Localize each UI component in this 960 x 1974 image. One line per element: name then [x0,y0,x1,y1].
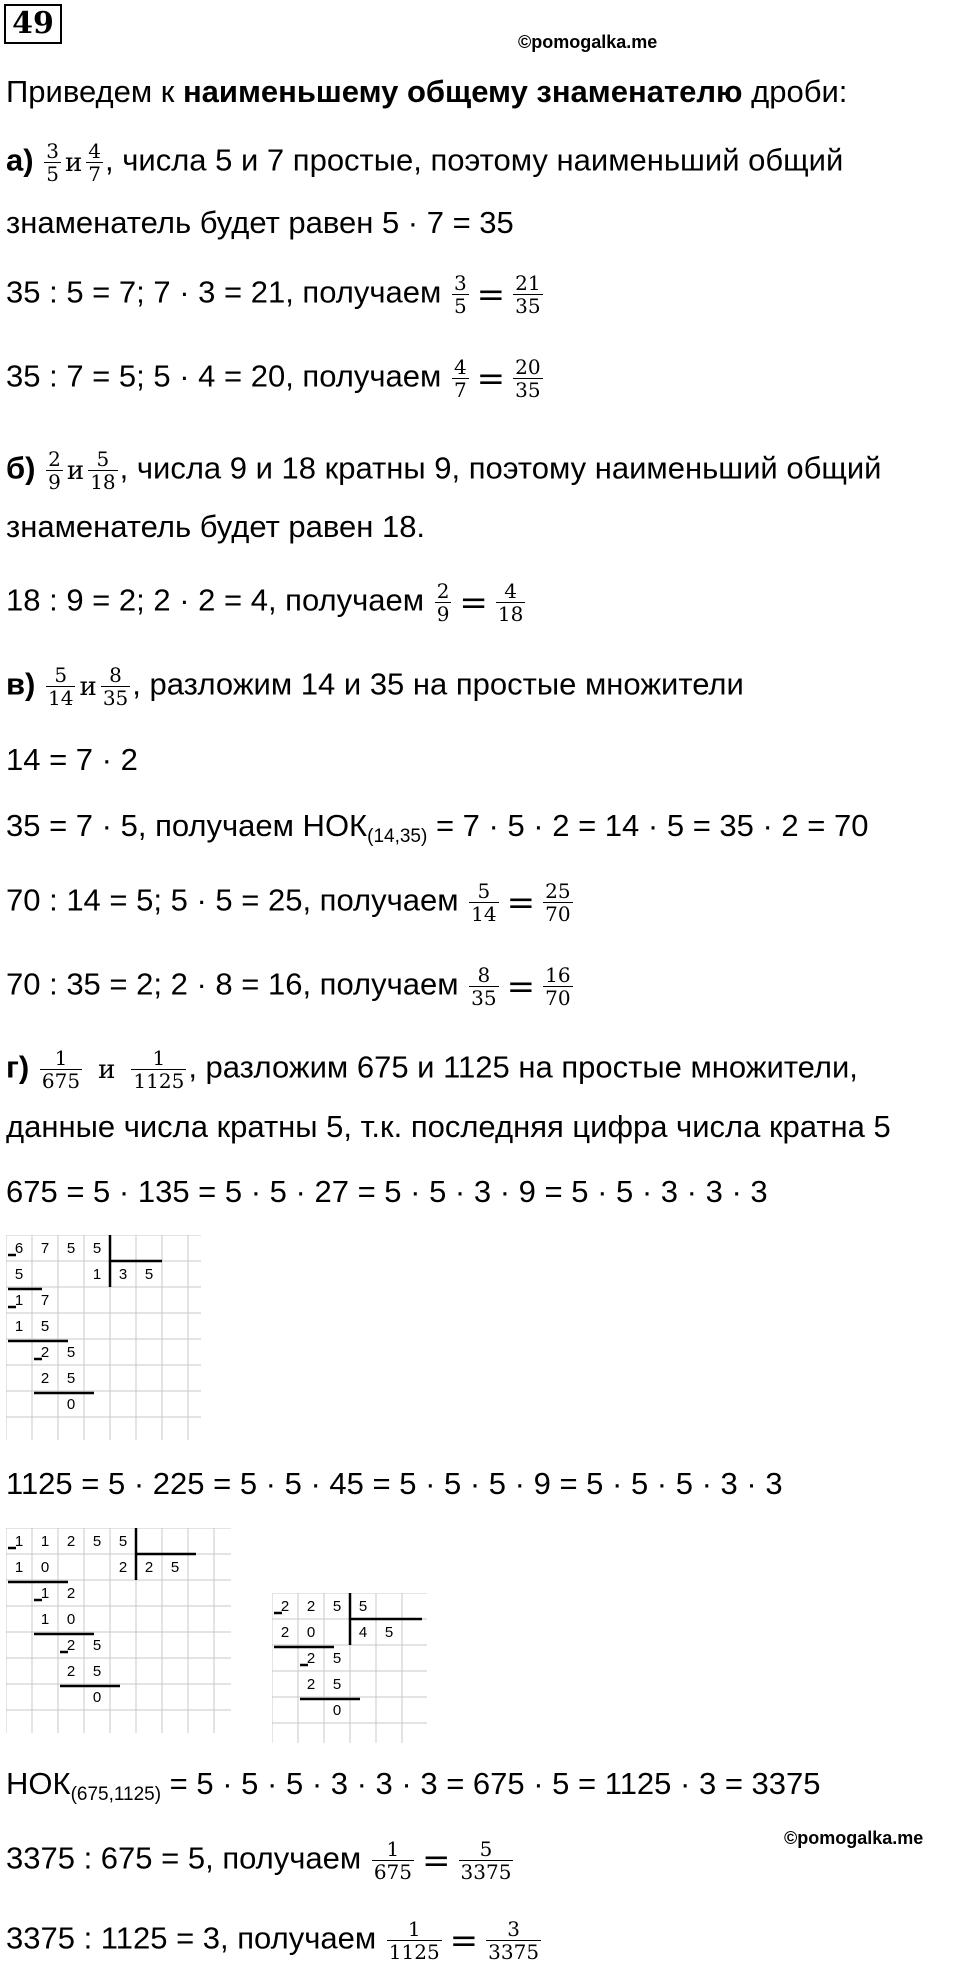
part-a-line3-text: 35 : 5 = 7; 7 · 3 = 21, получаем [6,274,442,310]
fraction: $\frac{3}{5}$ [453,271,467,318]
part-a-line4: 35 : 7 = 5; 5 · 4 = 20, получаем $\frac{4}{7}$ = $\frac{20}{35}$ [6,355,541,402]
division-digit: 0 [332,1702,342,1719]
conjunction: и [66,455,85,486]
division-digit: 5 [66,1344,76,1361]
part-v-line2: 14 = 7 · 2 [6,742,138,777]
part-b-line3: 18 : 9 = 2; 2 · 2 = 4, получаем $\frac{2}{9}$ = $\frac{4}{18}$ [6,579,524,626]
division-digit: 1 [14,1292,24,1309]
fraction: $\frac{3}{5}$ [46,139,59,186]
part-g-line1 [6,1047,858,1092]
division-digit: 0 [66,1611,76,1628]
part-g-line4: 1125 = 5 · 225 = 5 · 5 · 45 = 5 · 5 · 5 · 9 = 5 · 5 · 5 · 3 · 3 [6,1466,783,1501]
lcm-label: 35 = 7 · 5, получаем НОК [6,808,368,843]
division-digit: 2 [118,1559,128,1576]
part-v-label: в) [6,666,36,702]
division-digit: 2 [40,1370,50,1387]
division-digit: 5 [92,1240,102,1257]
division-digit: 2 [66,1663,76,1680]
intro-bold: наименьшему общему знаменателю [182,74,743,109]
part-b-line1 [6,448,881,493]
part-a-line1 [6,140,843,185]
division-digit: 5 [92,1663,102,1680]
fraction: $\frac{3}{3375}$ [488,1917,540,1964]
fraction: $\frac{1}{1125}$ [133,1046,185,1093]
part-g-line6: 3375 : 675 = 5, получаем $\frac{1}{675}$ = $\frac{5}{3375}$ [6,1837,512,1884]
division-digit: 5 [92,1637,102,1654]
division-digit: 1 [14,1318,24,1335]
watermark-top: ©pomogalka.me [518,32,658,52]
part-g-label: г) [6,1049,30,1085]
division-digit: 0 [92,1689,102,1706]
part-v-line5: 70 : 35 = 2; 2 · 8 = 16, получаем $\frac{8}{35}$ = $\frac{16}{70}$ [6,963,571,1010]
lcm-line [6,1764,821,1815]
part-g-line7-text: 3375 : 1125 = 3, получаем [6,1920,377,1956]
part-b-label: б) [6,450,36,486]
part-a-text1: , числа 5 и 7 простые, поэтому наименьший общий [105,142,844,178]
part-v-line1 [6,664,744,709]
division-digit: 0 [40,1559,50,1576]
lcm-subscript: (14,35) [367,826,428,847]
division-digit: 2 [280,1624,290,1641]
division-digit: 5 [66,1240,76,1257]
division-digit: 5 [332,1598,342,1615]
fraction: $\frac{5}{3375}$ [460,1837,512,1884]
division-digit: 2 [280,1598,290,1615]
part-a-line3: 35 : 5 = 7; 7 · 3 = 21, получаем $\frac{3}{5}$ = $\frac{21}{35}$ [6,271,541,318]
lcm-subscript: (675,1125) [70,1784,162,1805]
lcm-label: НОК [6,1766,71,1801]
fraction: $\frac{21}{35}$ [515,271,541,318]
lcm-result: = 7 · 5 · 2 = 14 · 5 = 35 · 2 = 70 [427,808,869,843]
part-a-label: а) [6,142,34,178]
fraction: $\frac{5}{14}$ [48,663,74,710]
division-digit: 0 [66,1396,76,1413]
fraction: $\frac{5}{14}$ [471,879,497,926]
division-digit: 0 [306,1624,316,1641]
part-b-text1: , числа 9 и 18 кратны 9, поэтому наименьший общий [119,450,882,486]
watermark-bottom: ©pomogalka.me [784,1828,924,1848]
part-b-line2: знаменатель будет равен 18. [6,509,426,544]
division-digit: 7 [40,1292,50,1309]
part-v-line4: 70 : 14 = 5; 5 · 5 = 25, получаем $\frac{5}{14}$ = $\frac{25}{70}$ [6,879,571,926]
fraction: $\frac{2}{9}$ [48,447,61,494]
conjunction: и [79,671,97,702]
division-digit: 5 [332,1676,342,1693]
division-digit: 1 [40,1533,50,1550]
fraction: $\frac{2}{9}$ [436,579,450,626]
division-digit: 5 [332,1650,342,1667]
division-digit: 1 [40,1611,50,1628]
division-digit: 2 [66,1637,76,1654]
fraction: $\frac{1}{675}$ [41,1046,81,1093]
division-digit: 7 [40,1240,50,1257]
division-digit: 2 [40,1344,50,1361]
intro-line [6,72,847,112]
division-digit: 5 [14,1266,24,1283]
part-a-line2: знаменатель будет равен 5 · 7 = 35 [6,205,514,240]
intro-pre: Приведем к [6,74,183,109]
part-v-text1: , разложим 14 и 35 на простые множители [132,666,744,702]
division-digit: 3 [118,1266,128,1283]
fraction: $\frac{25}{70}$ [545,879,571,926]
division-digit: 5 [170,1559,180,1576]
division-digit: 2 [66,1533,76,1550]
long-division-1125 [6,1528,231,1733]
fraction: $\frac{20}{35}$ [515,355,541,402]
fraction: $\frac{5}{18}$ [90,447,116,494]
intro-post: дроби: [742,74,848,109]
fraction: $\frac{4}{18}$ [497,579,524,626]
division-digit: 6 [14,1240,24,1257]
part-a-line4-text: 35 : 7 = 5; 5 · 4 = 20, получаем [6,358,442,394]
fraction: $\frac{1}{675}$ [373,1837,413,1884]
division-digit: 5 [144,1266,154,1283]
fraction: $\frac{4}{7}$ [453,355,467,402]
division-digit: 2 [306,1650,316,1667]
part-v-line4-text: 70 : 14 = 5; 5 · 5 = 25, получаем [6,882,459,918]
part-g-text1: , разложим 675 и 1125 на простые множители, [188,1049,858,1085]
conjunction: и [98,1054,116,1085]
part-g-line7: 3375 : 1125 = 3, получаем $\frac{1}{1125}$ = $\frac{3}{3375}$ [6,1917,540,1964]
division-digit: 2 [144,1559,154,1576]
fraction: $\frac{8}{35}$ [102,663,129,710]
division-digit: 5 [358,1598,368,1615]
conjunction: и [64,147,83,178]
division-digit: 5 [40,1318,50,1335]
task-number: 49 [4,4,62,44]
fraction: $\frac{8}{35}$ [471,963,497,1010]
division-digit: 5 [66,1370,76,1387]
division-digit: 2 [306,1598,316,1615]
fraction: $\frac{4}{7}$ [88,139,102,186]
division-digit: 1 [40,1585,50,1602]
lcm-result: = 5 · 5 · 5 · 3 · 3 · 3 = 675 · 5 = 1125 · 3 = 3375 [161,1766,821,1801]
division-digit: 1 [92,1266,102,1283]
division-digit: 2 [66,1585,76,1602]
division-digit: 2 [306,1676,316,1693]
division-digit: 5 [384,1624,394,1641]
long-division-675 [6,1235,201,1440]
part-v-line5-text: 70 : 35 = 2; 2 · 8 = 16, получаем [6,966,459,1002]
fraction: $\frac{1}{1125}$ [388,1917,440,1964]
fraction: $\frac{16}{70}$ [545,963,571,1010]
division-digit: 1 [14,1559,24,1576]
long-division-225 [272,1593,427,1743]
division-digit: 5 [92,1533,102,1550]
division-digit: 4 [358,1624,368,1641]
part-b-line3-text: 18 : 9 = 2; 2 · 2 = 4, получаем [6,582,425,618]
part-g-line2: данные числа кратны 5, т.к. последняя цифра числа кратна 5 [6,1109,891,1144]
part-v-line3 [6,806,869,857]
division-digit: 5 [118,1533,128,1550]
part-g-line3: 675 = 5 · 135 = 5 · 5 · 27 = 5 · 5 · 3 · 9 = 5 · 5 · 3 · 3 · 3 [6,1174,768,1209]
division-digit: 1 [14,1533,24,1550]
part-g-line6-text: 3375 : 675 = 5, получаем [6,1840,362,1876]
